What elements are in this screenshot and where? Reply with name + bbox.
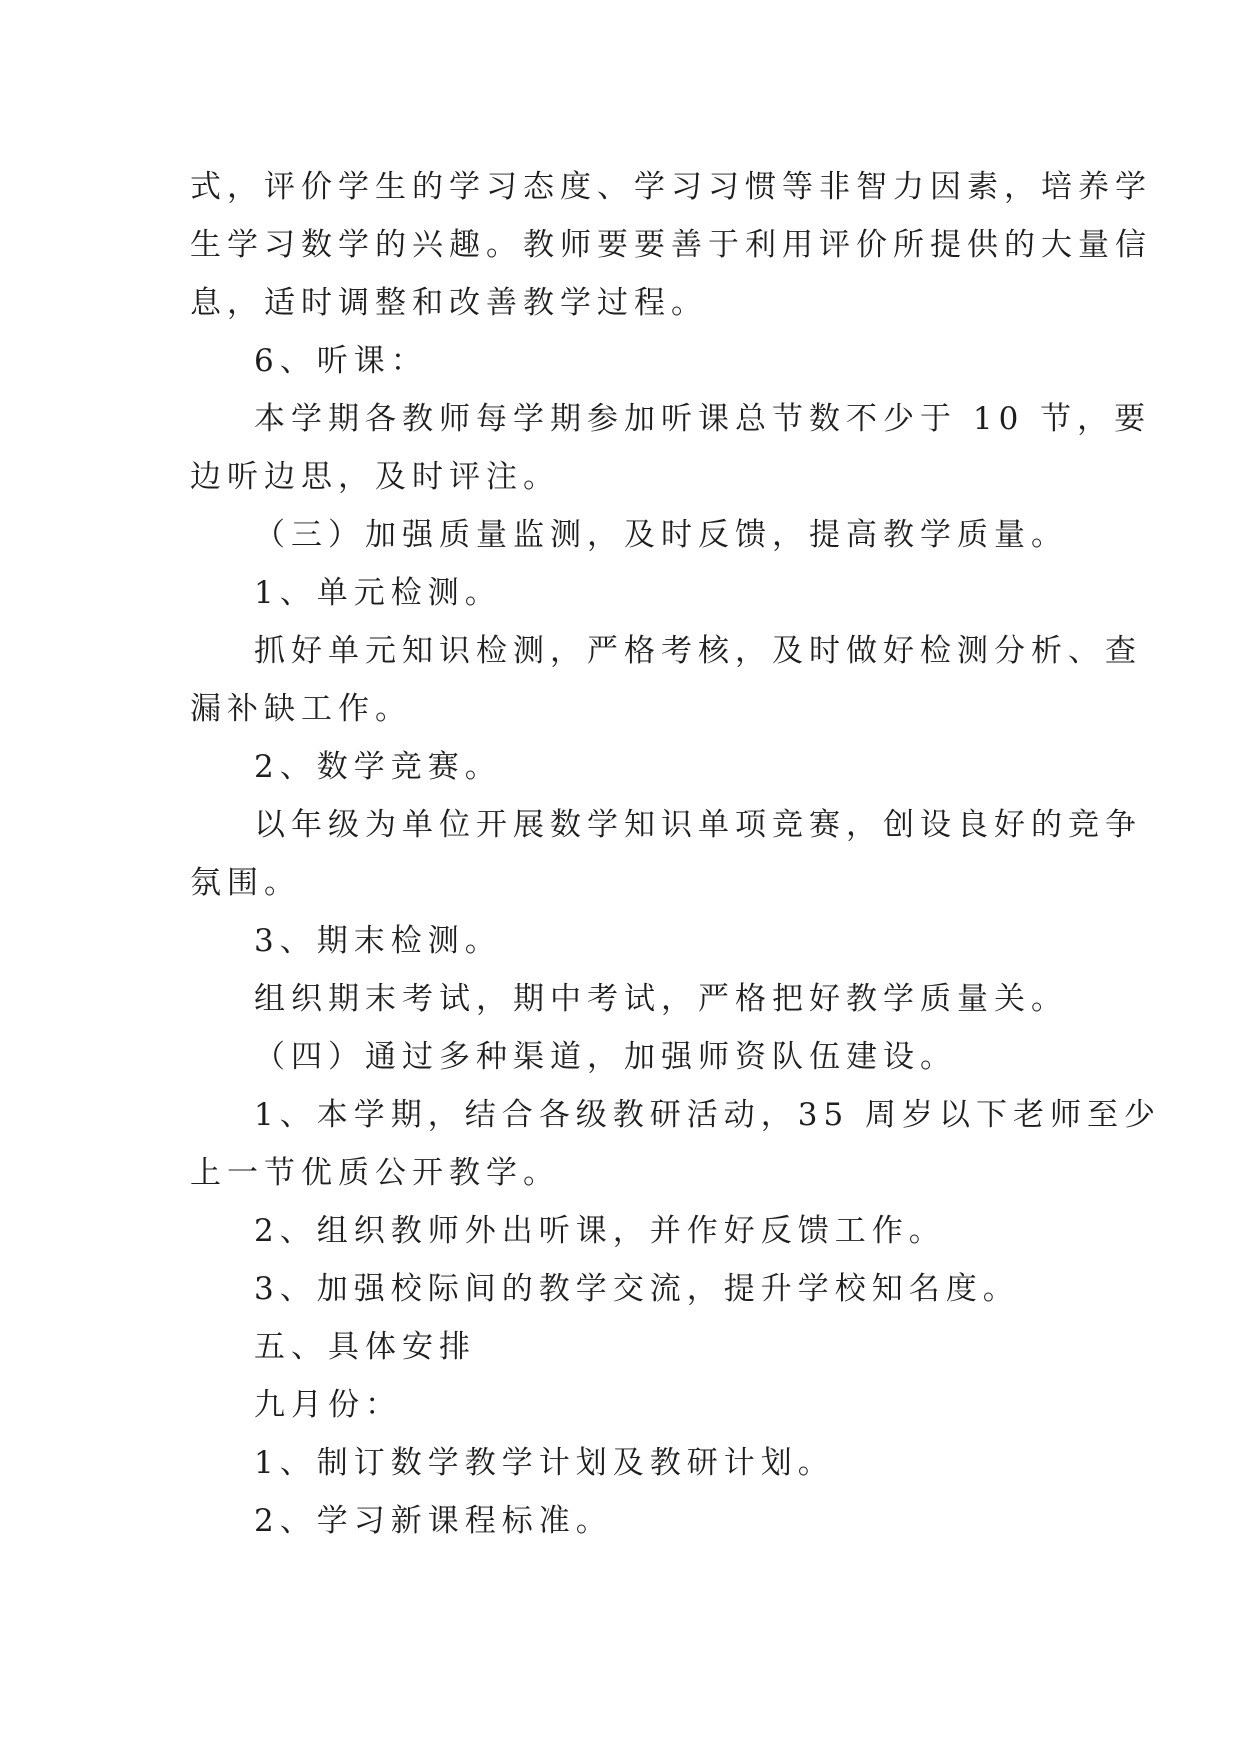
text-line: 边听边思，及时评注。 [190,459,560,495]
text-line: 3、加强校际间的教学交流，提升学校知名度。 [254,1271,1020,1307]
text-line: 2、学习新课程标准。 [254,1503,613,1539]
text-line: 抓好单元知识检测，严格考核，及时做好检测分析、查 [254,633,1142,669]
section-heading: 五、具体安排 [254,1329,476,1365]
text-line: 本学期各教师每学期参加听课总节数不少于 10 节，要 [254,401,1152,437]
text-line: 以年级为单位开展数学知识单项竞赛，创设良好的竞争 [254,807,1142,843]
text-line: 1、制订数学教学计划及教研计划。 [254,1445,835,1481]
text-line: 息，适时调整和改善教学过程。 [190,285,708,321]
text-line: 1、本学期，结合各级教研活动，35 周岁以下老师至少 [254,1097,1162,1133]
text-line: 1、单元检测。 [254,575,502,611]
text-line: 组织期末考试，期中考试，严格把好教学质量关。 [254,981,1068,1017]
text-line: 式，评价学生的学习态度、学习习惯等非智力因素，培养学 [190,169,1152,205]
text-line: 氛围。 [190,865,301,901]
text-line: 2、数学竞赛。 [254,749,502,785]
text-line: 生学习数学的兴趣。教师要要善于利用评价所提供的大量信 [190,227,1152,263]
text-line: 3、期末检测。 [254,923,502,959]
text-line: 漏补缺工作。 [190,691,412,727]
text-line: 上一节优质公开教学。 [190,1155,560,1191]
section-heading: （三）加强质量监测，及时反馈，提高教学质量。 [254,517,1068,553]
text-line: 6、听课： [254,343,428,379]
section-heading: （四）通过多种渠道，加强师资队伍建设。 [254,1039,957,1075]
text-line: 2、组织教师外出听课，并作好反馈工作。 [254,1213,946,1249]
text-line: 九月份： [254,1387,402,1423]
